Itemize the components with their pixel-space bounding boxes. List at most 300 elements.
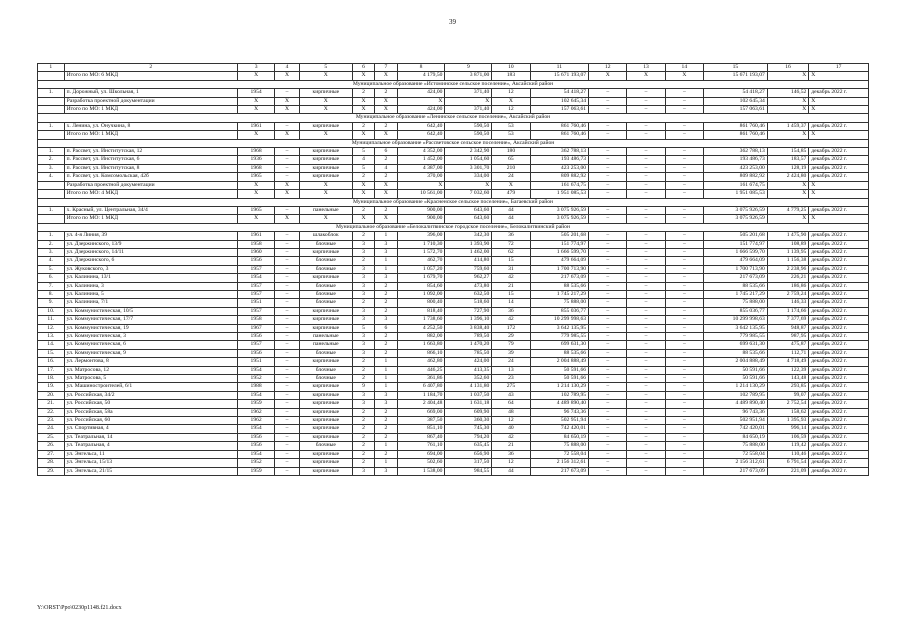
table-cell: X <box>767 72 808 80</box>
table-cell: 2 404,48 <box>397 400 445 408</box>
table-cell: – <box>589 450 627 458</box>
table-cell: 2 <box>352 173 374 181</box>
table-cell: 1 538,00 <box>397 467 445 475</box>
municipality-title: Муниципальное образование «Рассветовское сельское поселение», Аксайский район <box>38 139 869 147</box>
table-cell: – <box>665 97 703 105</box>
table-cell: – <box>665 282 703 290</box>
table-row <box>38 442 869 450</box>
table-cell: 293,85 <box>767 383 808 391</box>
table-cell: декабрь 2022 г. <box>809 240 869 248</box>
table-cell: 65 <box>492 156 530 164</box>
table-cell: – <box>627 89 665 97</box>
table-cell: 2 <box>375 450 397 458</box>
table-cell: 861 760,46 <box>530 122 589 130</box>
table-cell: – <box>589 89 627 97</box>
table-cell: 1 738,60 <box>397 316 445 324</box>
table-cell: 54 418,27 <box>703 89 767 97</box>
table-cell: – <box>665 349 703 357</box>
table-cell: 2 <box>352 299 374 307</box>
municipality-title: Муниципальное образование «Истоминское сельское поселение», Аксайский район <box>38 80 869 88</box>
table-cell: 21 <box>492 282 530 290</box>
table-cell: X <box>445 97 492 105</box>
table-cell: X <box>375 181 397 189</box>
table-cell: кирпичные <box>299 156 352 164</box>
table-cell: 3 <box>375 467 397 475</box>
table-cell: – <box>589 400 627 408</box>
table-cell: X <box>299 215 352 223</box>
housing-table <box>37 63 869 476</box>
table-cell: X <box>809 190 869 198</box>
table-cell: 128,19 <box>767 164 808 172</box>
table-cell: – <box>665 290 703 298</box>
table-row <box>38 307 869 315</box>
table-row <box>38 215 869 223</box>
table-cell: 4 <box>352 156 374 164</box>
table-row <box>38 459 869 467</box>
table-cell: 317,50 <box>445 459 492 467</box>
table-cell: 1954 <box>238 274 275 282</box>
table-cell: – <box>589 358 627 366</box>
table-cell: 79 <box>492 341 530 349</box>
table-cell: 217 673,09 <box>530 274 589 282</box>
table-cell: панельные <box>299 206 352 214</box>
table-cell: декабрь 2022 г. <box>809 333 869 341</box>
table-cell: X <box>352 106 374 114</box>
table-cell: 4. <box>38 257 65 265</box>
table-cell: 20. <box>38 391 65 399</box>
table-cell: кирпичные <box>299 408 352 416</box>
table-row <box>38 248 869 256</box>
table-cell: декабрь 2022 г. <box>809 408 869 416</box>
table-row <box>38 366 869 374</box>
table-cell: Итого по МО: 4 МКД <box>64 190 237 198</box>
table-cell: 106,59 <box>767 433 808 441</box>
table-cell: 2 156 312,61 <box>530 459 589 467</box>
table-cell: – <box>627 417 665 425</box>
table-row <box>38 122 869 130</box>
table-cell: 1968 <box>238 148 275 156</box>
table-cell: декабрь 2022 г. <box>809 400 869 408</box>
table-cell: 362 788,13 <box>530 148 589 156</box>
table-cell: – <box>665 89 703 97</box>
table-cell: – <box>589 383 627 391</box>
table-cell: 1956 <box>238 257 275 265</box>
table-cell: 2 <box>352 442 374 450</box>
table-cell: – <box>275 324 299 332</box>
table-cell: 2. <box>38 156 65 164</box>
table-cell: – <box>589 425 627 433</box>
table-cell: X <box>492 97 530 105</box>
table-cell: ул. Энгельса, 11 <box>64 450 237 458</box>
table-cell: 157 063,61 <box>703 106 767 114</box>
table-cell: X <box>352 181 374 189</box>
table-cell: 88 535,66 <box>530 282 589 290</box>
table-cell: X <box>238 72 275 80</box>
table-row <box>38 72 869 80</box>
table-cell: 2 <box>352 206 374 214</box>
table-cell: X <box>275 181 299 189</box>
table-cell: X <box>352 131 374 139</box>
table-cell: 643,60 <box>445 206 492 214</box>
table-cell: 146,52 <box>767 89 808 97</box>
table-cell: 3 <box>375 316 397 324</box>
table-cell: 193 486,73 <box>703 156 767 164</box>
table-cell: 2 <box>352 433 374 441</box>
table-cell: – <box>275 316 299 324</box>
table-cell: X <box>589 72 627 80</box>
table-cell: – <box>665 257 703 265</box>
table-cell: 7. <box>38 282 65 290</box>
table-cell: ул. Коммунистическая, 6 <box>64 341 237 349</box>
table-cell <box>38 215 65 223</box>
table-row <box>38 450 869 458</box>
table-cell: 31 <box>492 265 530 273</box>
table-cell: 2 <box>375 349 397 357</box>
table-cell: 96 743,36 <box>530 408 589 416</box>
table-cell: 99,07 <box>767 391 808 399</box>
table-cell: 75 888,00 <box>530 299 589 307</box>
table-cell: 635,45 <box>445 442 492 450</box>
table-cell: – <box>589 307 627 315</box>
table-cell: декабрь 2022 г. <box>809 122 869 130</box>
table-cell: – <box>275 425 299 433</box>
table-cell: 3 <box>352 400 374 408</box>
table-cell: 962,27 <box>445 274 492 282</box>
table-cell: 424,00 <box>445 358 492 366</box>
table-cell: – <box>275 341 299 349</box>
table-cell: 10 561,00 <box>397 190 445 198</box>
table-cell: X <box>767 181 808 189</box>
table-cell: ул. Энгельса, 15/13 <box>64 459 237 467</box>
table-cell: 413,35 <box>445 366 492 374</box>
table-cell: ул. 4-я Линия, 39 <box>64 232 237 240</box>
table-cell: – <box>275 156 299 164</box>
table-row <box>38 358 869 366</box>
table-cell: 866,10 <box>397 349 445 357</box>
table-cell: 518,60 <box>445 299 492 307</box>
table-cell: X <box>375 72 397 80</box>
table-cell: кирпичные <box>299 164 352 172</box>
table-cell: 24. <box>38 425 65 433</box>
table-cell: 362 788,13 <box>703 148 767 156</box>
table-cell: 4. <box>38 173 65 181</box>
table-row <box>38 282 869 290</box>
table-cell: – <box>275 408 299 416</box>
table-header-row <box>38 64 869 72</box>
table-cell: – <box>627 232 665 240</box>
table-cell: – <box>275 417 299 425</box>
table-cell: 2 759,24 <box>767 290 808 298</box>
table-cell: X <box>238 181 275 189</box>
table-cell: панельные <box>299 333 352 341</box>
table-cell: 855 036,77 <box>703 307 767 315</box>
table-cell: 3 <box>352 307 374 315</box>
table-cell: – <box>665 442 703 450</box>
table-cell: 1 462,00 <box>445 248 492 256</box>
table-cell: – <box>627 383 665 391</box>
table-cell: 2 <box>375 206 397 214</box>
table-row <box>38 408 869 416</box>
table-cell: – <box>665 417 703 425</box>
table-cell: 1 214 130,29 <box>530 383 589 391</box>
table-cell: ул. Коммунистическая, 3 <box>64 333 237 341</box>
table-cell: – <box>275 391 299 399</box>
table-cell: – <box>275 333 299 341</box>
table-cell: ул. Дзержинского, 14/11 <box>64 248 237 256</box>
table-cell: 342,30 <box>445 232 492 240</box>
table-cell: 502,60 <box>397 459 445 467</box>
table-cell: 12 <box>492 89 530 97</box>
table-cell: 2. <box>38 240 65 248</box>
table-cell: 505 201,68 <box>530 232 589 240</box>
table-cell: 809 882,92 <box>703 173 767 181</box>
table-cell: – <box>665 425 703 433</box>
table-cell: 3 <box>352 316 374 324</box>
table-cell: X <box>352 215 374 223</box>
table-cell: 217 673,09 <box>530 467 589 475</box>
table-cell: 669,00 <box>397 408 445 416</box>
table-cell: 2 <box>375 408 397 416</box>
table-cell: X <box>299 190 352 198</box>
table-cell: 122,39 <box>767 366 808 374</box>
table-cell: 590,50 <box>445 122 492 130</box>
table-cell: 9. <box>38 299 65 307</box>
table-cell: – <box>275 400 299 408</box>
table-cell: 794,20 <box>445 433 492 441</box>
table-cell: 1 <box>375 257 397 265</box>
table-cell: кирпичные <box>299 324 352 332</box>
table-cell: 210 <box>492 164 530 172</box>
table-cell: 40 <box>492 425 530 433</box>
table-cell: 11. <box>38 316 65 324</box>
table-cell: X <box>275 131 299 139</box>
table-row <box>38 106 869 114</box>
table-cell: декабрь 2022 г. <box>809 307 869 315</box>
table-cell: 15 671 193,07 <box>530 72 589 80</box>
table-row <box>38 417 869 425</box>
table-cell: X <box>809 97 869 105</box>
table-cell: Итого по МО: 1 МКД <box>64 131 237 139</box>
table-cell: – <box>589 299 627 307</box>
table-cell: 2 <box>352 425 374 433</box>
table-cell: X <box>767 131 808 139</box>
table-cell: 632,50 <box>445 290 492 298</box>
table-cell: 36 <box>492 307 530 315</box>
table-cell: декабрь 2022 г. <box>809 459 869 467</box>
table-cell: 3 <box>352 333 374 341</box>
table-cell: блочные <box>299 240 352 248</box>
table-cell: 479 664,09 <box>703 257 767 265</box>
table-cell: – <box>589 215 627 223</box>
table-cell: кирпичные <box>299 450 352 458</box>
table-cell: 110,46 <box>767 450 808 458</box>
table-cell: кирпичные <box>299 383 352 391</box>
table-cell: 12. <box>38 324 65 332</box>
table-cell: – <box>589 333 627 341</box>
table-cell: – <box>665 164 703 172</box>
table-cell: 475,87 <box>767 341 808 349</box>
table-cell: X <box>238 106 275 114</box>
table-cell: – <box>665 333 703 341</box>
table-cell: п. Рассвет, ул. Комсомольская, 42б <box>64 173 237 181</box>
table-cell: 10 299 998,63 <box>703 316 767 324</box>
table-cell: 1954 <box>238 366 275 374</box>
table-cell: х. Ленина, ул. Онучкина, 8 <box>64 122 237 130</box>
table-cell: 785,50 <box>445 349 492 357</box>
table-cell: – <box>627 173 665 181</box>
page-number: 39 <box>449 18 456 26</box>
table-cell: X <box>375 106 397 114</box>
table-cell: – <box>589 190 627 198</box>
table-cell: – <box>589 316 627 324</box>
table-cell: 151 774,97 <box>530 240 589 248</box>
table-cell: Разработка проектной документации <box>64 181 237 189</box>
table-row <box>38 97 869 105</box>
table-cell: 1 666 599,70 <box>530 248 589 256</box>
table-cell: кирпичные <box>299 433 352 441</box>
table-cell <box>38 72 65 80</box>
table-cell: 157 063,61 <box>530 106 589 114</box>
table-row <box>38 89 869 97</box>
table-cell: 727,90 <box>445 307 492 315</box>
table-cell: 3 838,40 <box>445 324 492 332</box>
column-header: 7 <box>375 64 397 72</box>
table-cell: – <box>589 232 627 240</box>
table-cell: 6 <box>375 148 397 156</box>
table-cell: 1988 <box>238 383 275 391</box>
municipality-section-row <box>38 80 869 88</box>
table-cell: ул. Дзержинского, 6 <box>64 257 237 265</box>
table-cell: – <box>627 299 665 307</box>
table-cell: – <box>589 131 627 139</box>
table-cell: кирпичные <box>299 459 352 467</box>
table-cell: – <box>589 282 627 290</box>
table-cell: 1954 <box>238 450 275 458</box>
table-cell: ул. Машиностроителей, 6/1 <box>64 383 237 391</box>
table-cell: 3 301,70 <box>445 164 492 172</box>
table-cell: 2 <box>375 173 397 181</box>
table-cell: декабрь 2022 г. <box>809 433 869 441</box>
table-row <box>38 232 869 240</box>
table-row <box>38 164 869 172</box>
table-cell: кирпичные <box>299 417 352 425</box>
table-cell: – <box>665 148 703 156</box>
table-cell: 1 572,70 <box>397 248 445 256</box>
table-cell: X <box>445 181 492 189</box>
table-cell: п. Рассвет, ул. Институтская, 12 <box>64 148 237 156</box>
table-cell: 855 036,77 <box>530 307 589 315</box>
table-cell: 7 032,60 <box>445 190 492 198</box>
table-cell: кирпичные <box>299 316 352 324</box>
table-cell: – <box>589 417 627 425</box>
table-cell: ул. Российская, 58а <box>64 408 237 416</box>
table-cell: 2 <box>375 333 397 341</box>
table-cell: 2 <box>375 290 397 298</box>
table-cell: – <box>627 181 665 189</box>
table-cell: 62 <box>492 248 530 256</box>
column-header: 13 <box>627 64 665 72</box>
table-cell: ул. Калинина, 13/1 <box>64 274 237 282</box>
table-cell: 17. <box>38 366 65 374</box>
table-cell: 1 679,70 <box>397 274 445 282</box>
table-cell: 119,42 <box>767 442 808 450</box>
table-cell: 851,10 <box>397 425 445 433</box>
table-cell: декабрь 2022 г. <box>809 442 869 450</box>
table-cell: 36 <box>492 232 530 240</box>
table-cell: 1 700 713,90 <box>530 265 589 273</box>
table-cell: 462,80 <box>397 358 445 366</box>
table-cell: 2 342,90 <box>445 148 492 156</box>
table-cell: 3 075 926,59 <box>703 206 767 214</box>
table-cell: – <box>627 341 665 349</box>
table-cell: 4 718,49 <box>767 358 808 366</box>
table-cell: 8. <box>38 290 65 298</box>
table-cell: 2 <box>375 433 397 441</box>
table-cell: 656,90 <box>445 450 492 458</box>
table-cell: 3 075 926,59 <box>530 215 589 223</box>
table-row <box>38 257 869 265</box>
table-cell: 1 <box>375 383 397 391</box>
table-cell: – <box>589 173 627 181</box>
table-cell: – <box>589 248 627 256</box>
table-cell: 108,89 <box>767 240 808 248</box>
table-cell: 1 <box>375 366 397 374</box>
table-cell: 84 650,19 <box>703 433 767 441</box>
table-cell: – <box>275 442 299 450</box>
table-cell: ул. Российская, 60 <box>64 417 237 425</box>
table-cell: 882,00 <box>397 333 445 341</box>
table-cell: 1956 <box>238 349 275 357</box>
table-cell: 479 664,09 <box>530 257 589 265</box>
table-cell: X <box>767 215 808 223</box>
table-cell: 1936 <box>238 156 275 164</box>
table-cell: декабрь 2022 г. <box>809 257 869 265</box>
table-cell: Итого по МО: 1 МКД <box>64 215 237 223</box>
table-cell: – <box>627 274 665 282</box>
table-cell: декабрь 2022 г. <box>809 383 869 391</box>
table-row <box>38 274 869 282</box>
table-cell: 505 201,68 <box>703 232 767 240</box>
table-cell: 7 377,69 <box>767 316 808 324</box>
table-cell: 146,33 <box>767 299 808 307</box>
table-cell: – <box>589 324 627 332</box>
table-cell: 742 420,01 <box>703 425 767 433</box>
table-cell: 1954 <box>238 391 275 399</box>
table-cell: 759,60 <box>445 265 492 273</box>
table-cell: 446,25 <box>397 366 445 374</box>
table-cell: кирпичные <box>299 358 352 366</box>
table-cell: X <box>492 181 530 189</box>
table-cell: 1961 <box>238 122 275 130</box>
table-cell: 2 <box>352 459 374 467</box>
table-cell: Итого по МО: 1 МКД <box>64 106 237 114</box>
table-cell: 1956 <box>238 433 275 441</box>
table-cell: 19. <box>38 383 65 391</box>
table-cell: – <box>627 324 665 332</box>
table-cell: X <box>299 72 352 80</box>
table-cell: п. Дорожный, ул. Школьная, 1 <box>64 89 237 97</box>
table-cell: X <box>665 72 703 80</box>
table-cell: 2 <box>352 366 374 374</box>
table-cell: 64 <box>492 400 530 408</box>
table-cell: 1957 <box>238 265 275 273</box>
table-cell: х. Красный, ул. Центральная, 34/4 <box>64 206 237 214</box>
table-cell: 4 489 890,40 <box>703 400 767 408</box>
housing-table-container <box>37 63 869 476</box>
table-cell: декабрь 2022 г. <box>809 164 869 172</box>
table-cell: 2 <box>375 341 397 349</box>
table-cell: – <box>589 366 627 374</box>
